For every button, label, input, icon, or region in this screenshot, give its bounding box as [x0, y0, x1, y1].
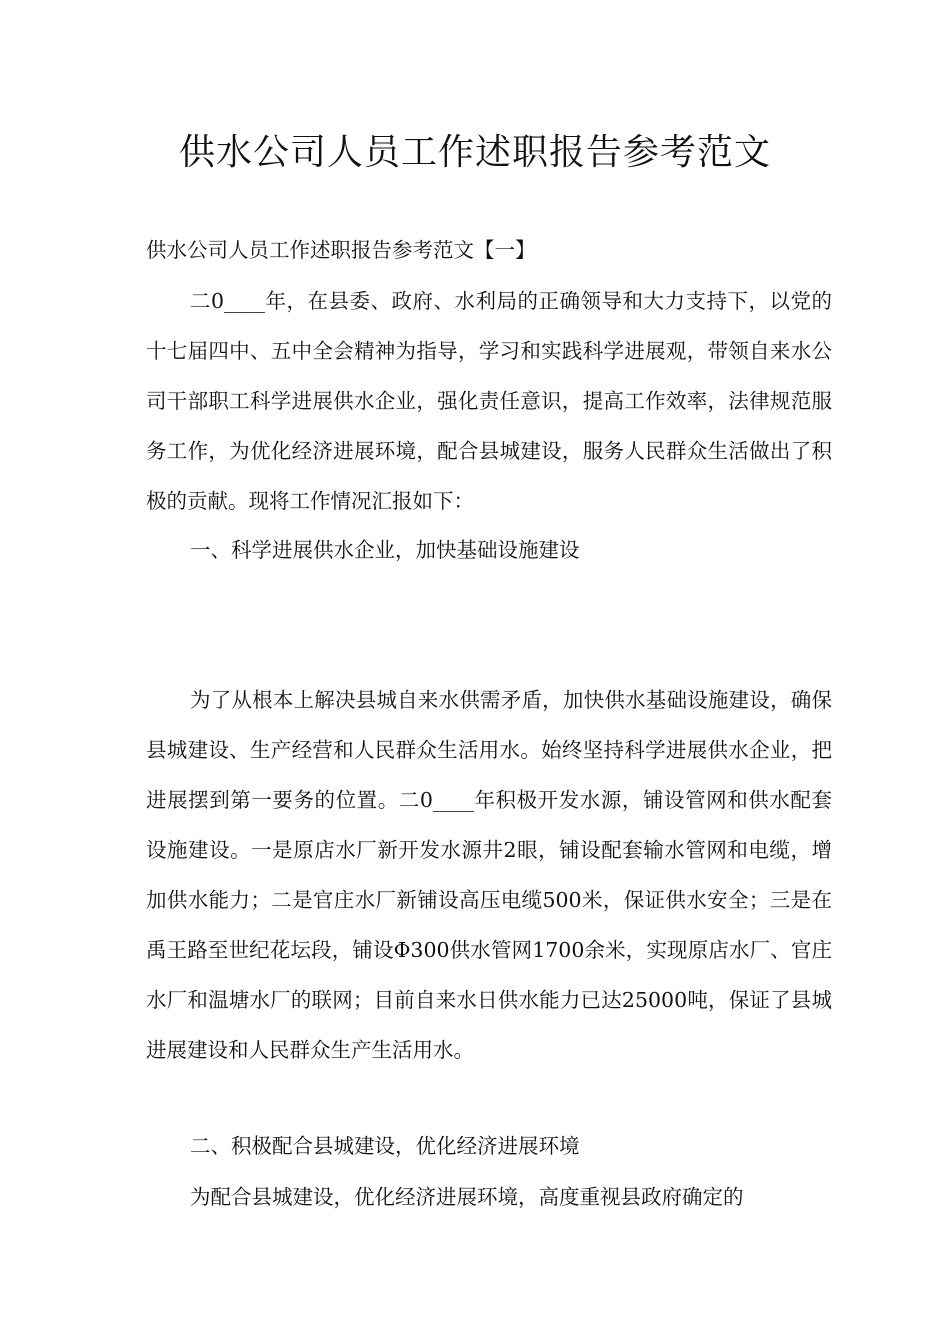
section-heading-1: 一、科学进展供水企业，加快基础设施建设: [190, 538, 580, 562]
section-1-paragraph: 为了从根本上解决县城自来水供需矛盾，加快供水基础设施建设，确保县城建设、生产经营和人民群众生活用水。始终坚持科学进展供水企业，把进展摆到第一要务的位置。二0____年积极开发水源，铺设管网和供水配套设施建设。一是原店水厂新开发水源井2眼，铺设配套输水管网和电缆，增加供水能力；二是官庄水厂新铺设高压电缆500米，保证供水安全；三是在禹王路至世纪花坛段，铺设Φ300供水管网1700余米，实现原店水厂、官庄水厂和温塘水厂的联网；目前自来水日供水能力已达25000吨，保证了县城进展建设和人民群众生产生活用水。: [146, 688, 832, 1062]
section-2-paragraph: 为配合县城建设，优化经济进展环境，高度重视县政府确定的: [190, 1185, 744, 1209]
document-subtitle: 供水公司人员工作述职报告参考范文【一】: [146, 238, 536, 262]
document-title: 供水公司人员工作述职报告参考范文: [178, 132, 771, 173]
section-heading-2: 二、积极配合县城建设，优化经济进展环境: [190, 1134, 580, 1158]
intro-paragraph: 二0____年，在县委、政府、水利局的正确领导和大力支持下，以党的十七届四中、五中全会精神为指导，学习和实践科学进展观，带领自来水公司干部职工科学进展供水企业，强化责任意识，提高工作效率，法律规范服务工作，为优化经济进展环境，配合县城建设，服务人民群众生活做出了积极的贡献。现将工作情况汇报如下：: [146, 289, 832, 513]
